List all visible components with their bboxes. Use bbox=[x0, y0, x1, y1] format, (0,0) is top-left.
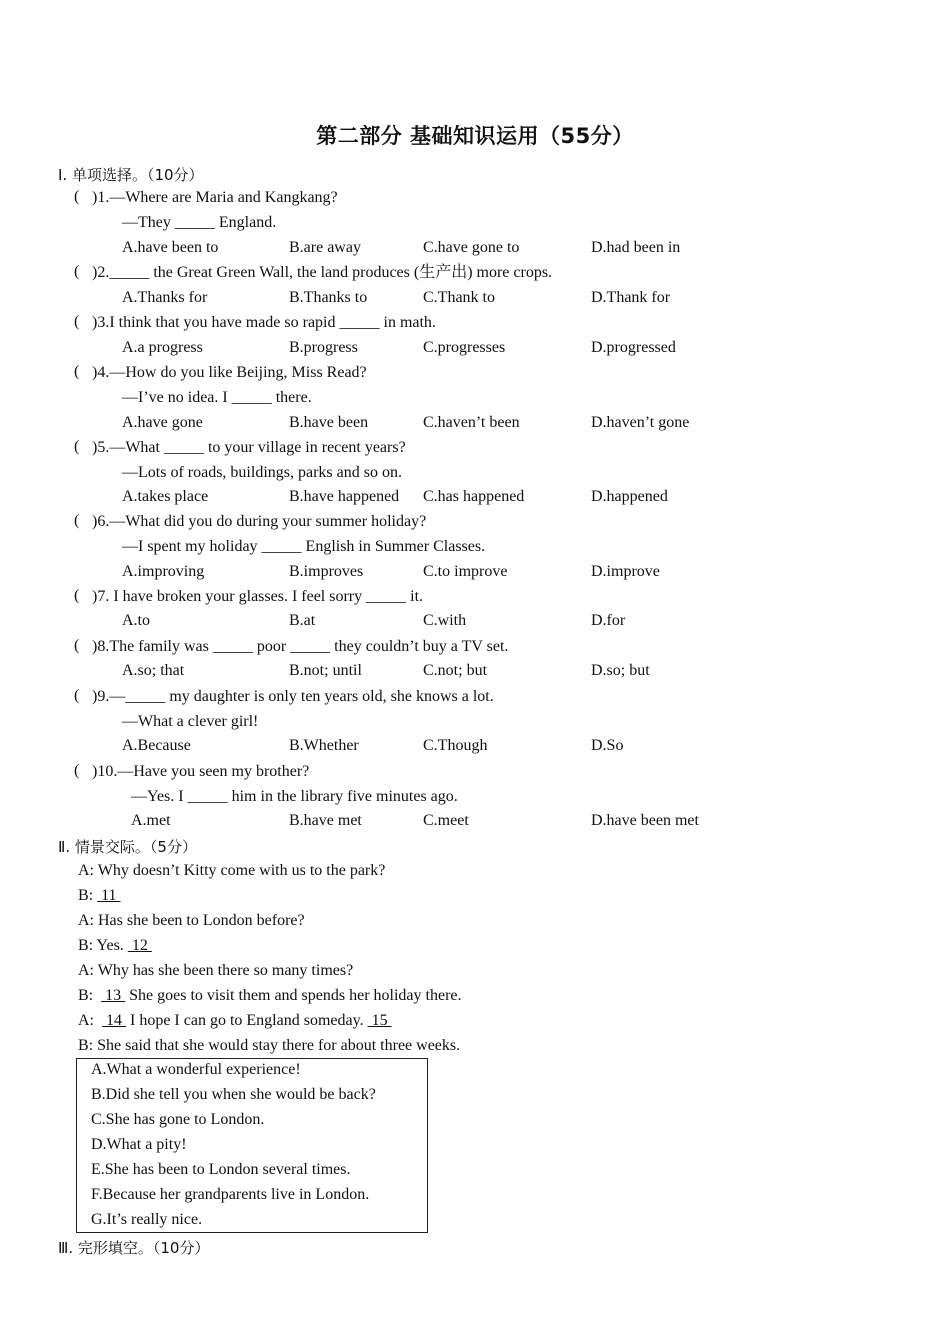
dialogue-text: I hope I can go to England someday. bbox=[126, 1012, 368, 1029]
option-c: C.to improve bbox=[423, 563, 508, 580]
option-a: A.improving bbox=[122, 563, 205, 580]
option-c: C.Though bbox=[423, 737, 488, 754]
dialogue-line: B: She said that she would stay there for about three weeks. bbox=[78, 1037, 461, 1054]
choice-item: F.Because her grandparents live in London. bbox=[91, 1186, 370, 1203]
option-c: C.haven’t been bbox=[423, 414, 520, 431]
section-heading-2: Ⅱ. 情景交际。（5分） bbox=[58, 838, 197, 856]
answer-paren[interactable]: ( bbox=[74, 313, 80, 330]
option-a: A.Thanks for bbox=[122, 289, 208, 306]
dialogue-speaker: A: bbox=[78, 1012, 102, 1029]
option-c: C.Thank to bbox=[423, 289, 495, 306]
dialogue-speaker: B: bbox=[78, 887, 98, 904]
option-a: A.have gone bbox=[122, 414, 203, 431]
choice-item: E.She has been to London several times. bbox=[91, 1161, 351, 1178]
section-heading-3: Ⅲ. 完形填空。（10分） bbox=[58, 1239, 210, 1257]
answer-paren[interactable]: ( bbox=[74, 587, 80, 604]
blank-15[interactable]: 15 bbox=[367, 1012, 392, 1029]
choice-item: A.What a wonderful experience! bbox=[91, 1061, 301, 1078]
option-b: B.at bbox=[289, 612, 316, 629]
question-sub-9: —What a clever girl! bbox=[122, 713, 259, 730]
dialogue-line bbox=[78, 936, 152, 956]
option-b: B.have been bbox=[289, 414, 369, 431]
answer-paren[interactable]: ( bbox=[74, 438, 80, 455]
option-d: D.haven’t gone bbox=[591, 414, 690, 431]
answer-paren[interactable]: ( bbox=[74, 637, 80, 654]
question-stem-5: )5.—What _____ to your village in recent years? bbox=[92, 439, 406, 456]
page-title: 第二部分 基础知识运用（55分） bbox=[316, 124, 634, 148]
dialogue-line: A: Why doesn’t Kitty come with us to the park? bbox=[78, 862, 386, 879]
question-sub-5: —Lots of roads, buildings, parks and so on. bbox=[122, 464, 402, 481]
option-d: D.so; but bbox=[591, 662, 650, 679]
dialogue-line: A: Has she been to London before? bbox=[78, 912, 305, 929]
option-b: B.are away bbox=[289, 239, 361, 256]
choice-item: G.It’s really nice. bbox=[91, 1211, 203, 1228]
question-stem-3: )3.I think that you have made so rapid _____ in math. bbox=[92, 314, 436, 331]
answer-paren[interactable]: ( bbox=[74, 687, 80, 704]
option-b: B.Whether bbox=[289, 737, 359, 754]
option-a: A.met bbox=[131, 812, 171, 829]
option-a: A.Because bbox=[122, 737, 191, 754]
blank-12[interactable]: 12 bbox=[127, 937, 152, 954]
question-sub-1: —They _____ England. bbox=[122, 214, 277, 231]
option-b: B.Thanks to bbox=[289, 289, 368, 306]
answer-paren[interactable]: ( bbox=[74, 363, 80, 380]
blank-11[interactable]: 11 bbox=[97, 887, 121, 904]
option-a: A.takes place bbox=[122, 488, 209, 505]
question-sub-10: —Yes. I _____ him in the library five minutes ago. bbox=[131, 788, 458, 805]
option-b: B.progress bbox=[289, 339, 358, 356]
option-d: D.have been met bbox=[591, 812, 699, 829]
dialogue-line: A: Why has she been there so many times? bbox=[78, 962, 354, 979]
answer-paren[interactable]: ( bbox=[74, 263, 80, 280]
choice-item: C.She has gone to London. bbox=[91, 1111, 265, 1128]
answer-paren[interactable]: ( bbox=[74, 188, 80, 205]
question-stem-9: )9.—_____ my daughter is only ten years old, she knows a lot. bbox=[92, 688, 494, 705]
question-stem-2: )2._____ the Great Green Wall, the land produces (生产出) more crops. bbox=[92, 264, 553, 281]
option-d: D.improve bbox=[591, 563, 660, 580]
option-d: D.Thank for bbox=[591, 289, 671, 306]
answer-paren[interactable]: ( bbox=[74, 512, 80, 529]
option-b: B.have met bbox=[289, 812, 362, 829]
dialogue-speaker: B: bbox=[78, 987, 102, 1004]
dialogue-line bbox=[78, 1011, 392, 1031]
question-stem-1: )1.—Where are Maria and Kangkang? bbox=[92, 189, 338, 206]
question-stem-10: )10.—Have you seen my brother? bbox=[92, 763, 310, 780]
choices-box bbox=[76, 1058, 428, 1233]
option-a: A.to bbox=[122, 612, 150, 629]
blank-13[interactable]: 13 bbox=[101, 987, 126, 1004]
option-c: C.has happened bbox=[423, 488, 525, 505]
blank-14[interactable]: 14 bbox=[102, 1012, 126, 1029]
question-stem-6: )6.—What did you do during your summer holiday? bbox=[92, 513, 427, 530]
question-stem-7: )7. I have broken your glasses. I feel sorry _____ it. bbox=[92, 588, 424, 605]
option-d: D.had been in bbox=[591, 239, 681, 256]
option-c: C.progresses bbox=[423, 339, 506, 356]
option-c: C.with bbox=[423, 612, 467, 629]
option-a: A.have been to bbox=[122, 239, 219, 256]
dialogue-line bbox=[78, 986, 462, 1006]
option-c: C.meet bbox=[423, 812, 469, 829]
option-b: B.not; until bbox=[289, 662, 362, 679]
dialogue-text: She goes to visit them and spends her holiday there. bbox=[125, 987, 462, 1004]
dialogue-line bbox=[78, 886, 121, 906]
section-heading-1: Ⅰ. 单项选择。（10分） bbox=[58, 166, 204, 184]
option-b: B.have happened bbox=[289, 488, 400, 505]
dialogue-text: B: Yes. bbox=[78, 937, 128, 954]
option-d: D.happened bbox=[591, 488, 668, 505]
option-d: D.So bbox=[591, 737, 624, 754]
option-a: A.so; that bbox=[122, 662, 185, 679]
question-sub-6: —I spent my holiday _____ English in Summer Classes. bbox=[122, 538, 486, 555]
choice-item: B.Did she tell you when she would be back? bbox=[91, 1086, 376, 1103]
option-d: D.progressed bbox=[591, 339, 676, 356]
option-c: C.not; but bbox=[423, 662, 488, 679]
question-sub-4: —I’ve no idea. I _____ there. bbox=[122, 389, 312, 406]
question-stem-4: )4.—How do you like Beijing, Miss Read? bbox=[92, 364, 367, 381]
option-c: C.have gone to bbox=[423, 239, 520, 256]
option-d: D.for bbox=[591, 612, 626, 629]
option-b: B.improves bbox=[289, 563, 364, 580]
question-stem-8: )8.The family was _____ poor _____ they couldn’t buy a TV set. bbox=[92, 638, 509, 655]
option-a: A.a progress bbox=[122, 339, 203, 356]
answer-paren[interactable]: ( bbox=[74, 762, 80, 779]
choice-item: D.What a pity! bbox=[91, 1136, 187, 1153]
